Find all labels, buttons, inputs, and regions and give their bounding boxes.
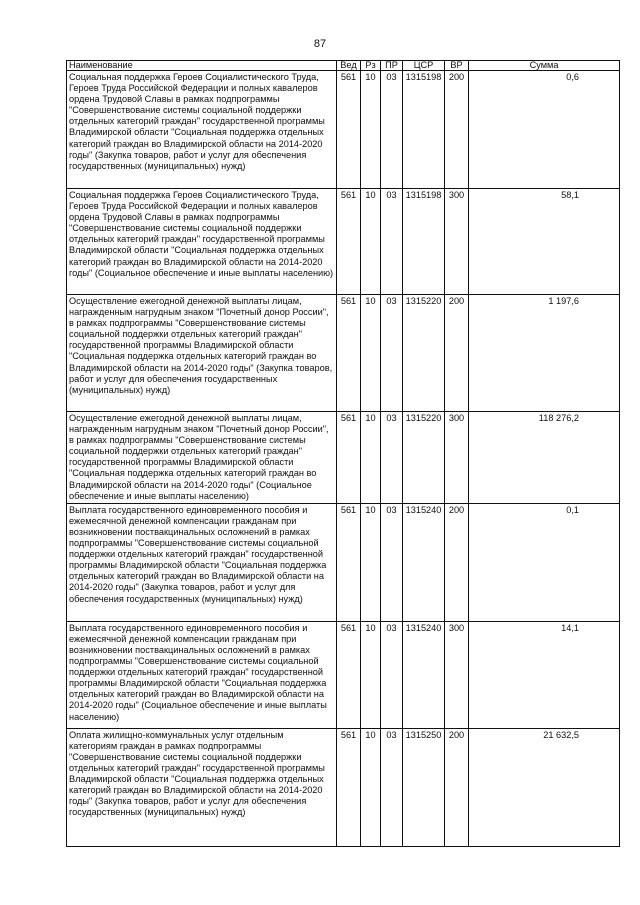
row-sum: 1 197,6 (469, 295, 620, 412)
table-row (67, 71, 620, 189)
row-rz: 10 (361, 621, 381, 728)
table-row (67, 621, 620, 728)
row-csr: 1315250 (403, 728, 445, 846)
row-ved: 561 (337, 503, 361, 621)
row-vr: 200 (445, 728, 469, 846)
header-vr: ВР (445, 61, 469, 71)
row-name: Осуществление ежегодной денежной выплаты лицам, награжденным нагрудным знаком "Почетный донор России", в рамках подпрограммы "Совершенствование системы социальной поддержки отдельных категорий граждан" государственной программы Владимирской области "Социальная поддержка отдельных категорий граждан во Владимирской области на 2014-2020 годы" (Закупка товаров, работ и услуг для обеспечения государственных (муниципальных) нужд) (67, 295, 337, 412)
row-sum: 14,1 (469, 621, 620, 728)
row-rz: 10 (361, 295, 381, 412)
row-name: Выплата государственного единовременного пособия и ежемесячной денежной компенсации гражданам при возникновении поствакцинальных осложнений в рамках подпрограммы "Совершенствование системы социальной поддержки отдельных категорий граждан" государственной программы Владимирской области "Социальная поддержка отдельных категорий граждан во Владимирской области на 2014-2020 годы" (Закупка товаров, работ и услуг для обеспечения государственных (муниципальных) нужд) (67, 503, 337, 621)
row-pr: 03 (381, 728, 403, 846)
header-csr: ЦСР (403, 61, 445, 71)
table-row (67, 295, 620, 412)
row-ved: 561 (337, 728, 361, 846)
row-sum: 0,1 (469, 503, 620, 621)
row-sum: 58,1 (469, 189, 620, 295)
row-ved: 561 (337, 412, 361, 504)
table-row (67, 503, 620, 621)
budget-table (66, 60, 620, 847)
row-csr: 1315240 (403, 503, 445, 621)
table-row (67, 189, 620, 295)
row-pr: 03 (381, 295, 403, 412)
row-pr: 03 (381, 189, 403, 295)
table-row (67, 412, 620, 504)
row-sum: 0,6 (469, 71, 620, 189)
row-sum: 21 632,5 (469, 728, 620, 846)
row-ved: 561 (337, 71, 361, 189)
header-rz: Рз (361, 61, 381, 71)
header-sum: Сумма (469, 61, 620, 71)
row-ved: 561 (337, 295, 361, 412)
row-pr: 03 (381, 412, 403, 504)
row-rz: 10 (361, 503, 381, 621)
row-pr: 03 (381, 71, 403, 189)
row-vr: 300 (445, 189, 469, 295)
row-csr: 1315198 (403, 71, 445, 189)
row-csr: 1315220 (403, 295, 445, 412)
row-csr: 1315198 (403, 189, 445, 295)
header-ved: Вед (337, 61, 361, 71)
row-name: Социальная поддержка Героев Социалистического Труда, Героев Труда Российской Федерации и полных кавалеров ордена Трудовой Славы в рамках подпрограммы "Совершенствование системы социальной поддержки отдельных категорий граждан" государственной программы Владимирской области "Социальная поддержка отдельных категорий граждан во Владимирской области на 2014-2020 годы" (Социальное обеспечение и иные выплаты населению) (67, 189, 337, 295)
row-rz: 10 (361, 189, 381, 295)
row-csr: 1315220 (403, 412, 445, 504)
row-name: Социальная поддержка Героев Социалистического Труда, Героев Труда Российской Федерации и полных кавалеров ордена Трудовой Славы в рамках подпрограммы "Совершенствование системы социальной поддержки отдельных категорий граждан" государственной программы Владимирской области "Социальная поддержка отдельных категорий граждан во Владимирской области на 2014-2020 годы" (Закупка товаров, работ и услуг для обеспечения государственных (муниципальных) нужд) (67, 71, 337, 189)
table-row (67, 728, 620, 846)
table-header-row (67, 61, 620, 71)
row-vr: 300 (445, 412, 469, 504)
row-csr: 1315240 (403, 621, 445, 728)
header-pr: ПР (381, 61, 403, 71)
row-name: Выплата государственного единовременного пособия и ежемесячной денежной компенсации гражданам при возникновении поствакцинальных осложнений в рамках подпрограммы "Совершенствование системы социальной поддержки отдельных категорий граждан" государственной программы Владимирской области "Социальная поддержка отдельных категорий граждан во Владимирской области на 2014-2020 годы" (Социальное обеспечение и иные выплаты населению) (67, 621, 337, 728)
row-name: Оплата жилищно-коммунальных услуг отдельным категориям граждан в рамках подпрограммы "Совершенствование системы социальной поддержки отдельных категорий граждан" государственной программы Владимирской области "Социальная поддержка отдельных категорий граждан во Владимирской области на 2014-2020 годы" (Закупка товаров, работ и услуг для обеспечения государственных (муниципальных) нужд) (67, 728, 337, 846)
row-rz: 10 (361, 728, 381, 846)
row-pr: 03 (381, 503, 403, 621)
row-vr: 200 (445, 295, 469, 412)
row-sum: 118 276,2 (469, 412, 620, 504)
header-name: Наименование (67, 61, 337, 71)
row-ved: 561 (337, 621, 361, 728)
row-name: Осуществление ежегодной денежной выплаты лицам, награжденным нагрудным знаком "Почетный донор России", в рамках подпрограммы "Совершенствование системы социальной поддержки отдельных категорий граждан" государственной программы Владимирской области "Социальная поддержка отдельных категорий граждан во Владимирской области на 2014-2020 годы" (Социальное обеспечение и иные выплаты населению) (67, 412, 337, 504)
row-rz: 10 (361, 412, 381, 504)
row-rz: 10 (361, 71, 381, 189)
row-vr: 200 (445, 503, 469, 621)
row-vr: 300 (445, 621, 469, 728)
row-vr: 200 (445, 71, 469, 189)
page-number: 87 (313, 38, 327, 50)
row-pr: 03 (381, 621, 403, 728)
row-ved: 561 (337, 189, 361, 295)
